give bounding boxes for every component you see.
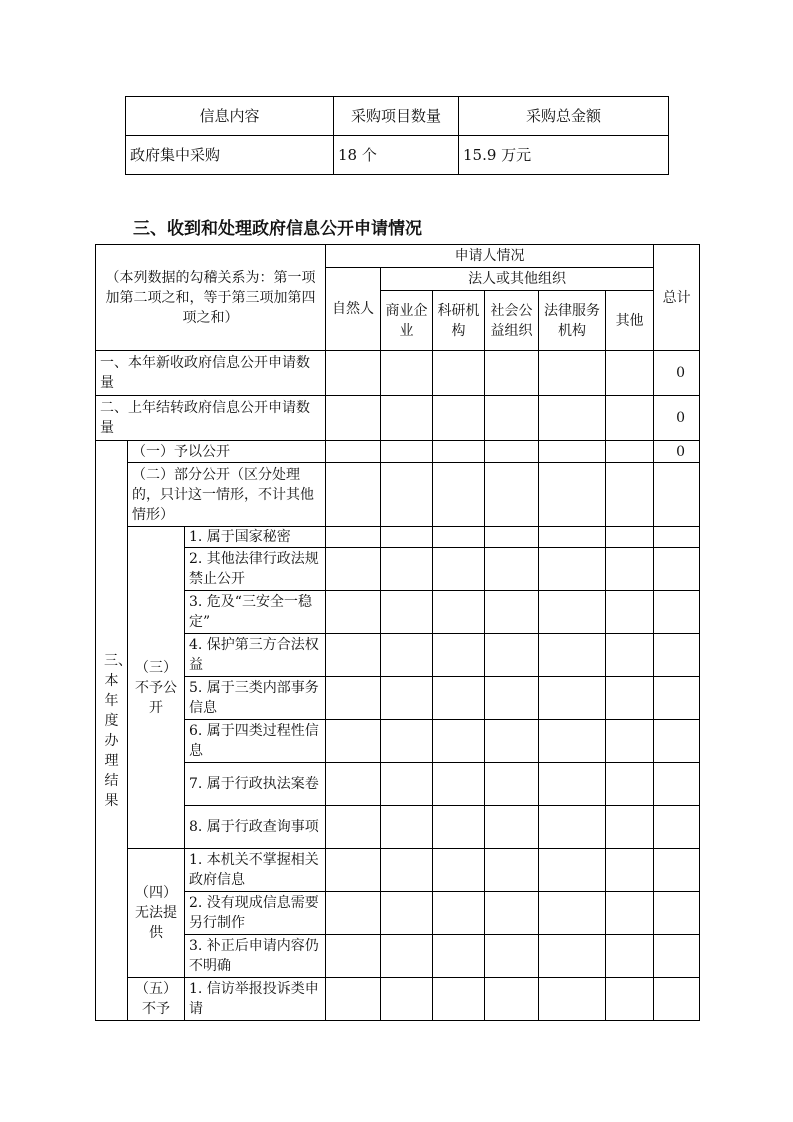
row-label: 4. 保护第三方合法权益: [185, 634, 326, 677]
col-business: 商业企业: [381, 291, 433, 351]
cell-info-content: 政府集中采购: [126, 136, 334, 175]
table-row: [96, 396, 700, 441]
row-label: 3. 危及“三安全一稳定”: [185, 591, 326, 634]
corner-note: （本列数据的勾稽关系为：第一项加第二项之和，等于第三项加第四项之和）: [96, 245, 326, 351]
table-row: [96, 548, 700, 591]
row-label: 1. 属于国家秘密: [185, 527, 326, 548]
col-public-welfare: 社会公益组织: [485, 291, 539, 351]
table-row: [96, 806, 700, 849]
row-label: （一）予以公开: [128, 441, 326, 463]
cell-total-amount: 15.9 万元: [459, 136, 669, 175]
row-label: 6. 属于四类过程性信息: [185, 720, 326, 763]
group-label: 三、本年度办理结果: [96, 441, 128, 1021]
table-row: [96, 351, 700, 396]
row-label: （二）部分公开（区分处理的，只计这一情形，不计其他情形）: [128, 463, 326, 527]
applicant-header: 申请人情况: [326, 245, 654, 268]
table-row: [96, 527, 700, 548]
table-row: [96, 849, 700, 892]
table-row: [96, 634, 700, 677]
section-title: 三、收到和处理政府信息公开申请情况: [133, 219, 422, 239]
col-research: 科研机构: [433, 291, 485, 351]
row-label: 8. 属于行政查询事项: [185, 806, 326, 849]
procurement-table: [125, 96, 669, 175]
header-item-count: 采购项目数量: [334, 97, 459, 136]
disclosure-requests-table: [95, 244, 700, 1021]
row-label: 二、上年结转政府信息公开申请数量: [96, 396, 326, 441]
row-label: 一、本年新收政府信息公开申请数量: [96, 351, 326, 396]
table-row: [96, 892, 700, 935]
row-total: 0: [654, 396, 700, 441]
subgroup-label: （三）不予公开: [128, 527, 185, 849]
natural-person-header: 自然人: [326, 268, 381, 351]
row-label: 7. 属于行政执法案卷: [185, 763, 326, 806]
row-total: 0: [654, 441, 700, 463]
row-label: 1. 信访举报投诉类申请: [185, 978, 326, 1021]
procurement-header-row: [126, 97, 669, 136]
table-row: [96, 763, 700, 806]
table-row: [96, 720, 700, 763]
cell-item-count: 18 个: [334, 136, 459, 175]
table-row: [96, 935, 700, 978]
row-label: 3. 补正后申请内容仍不明确: [185, 935, 326, 978]
table-row: [96, 677, 700, 720]
col-legal-service: 法律服务机构: [539, 291, 606, 351]
col-other: 其他: [606, 291, 654, 351]
table-row: [96, 591, 700, 634]
total-header: 总计: [654, 245, 700, 351]
table-row: [96, 441, 700, 463]
row-total: 0: [654, 351, 700, 396]
row-label: 5. 属于三类内部事务信息: [185, 677, 326, 720]
table-row: [96, 978, 700, 1021]
procurement-data-row: [126, 136, 669, 175]
legal-group-header: 法人或其他组织: [381, 268, 654, 291]
row-label: 2. 没有现成信息需要另行制作: [185, 892, 326, 935]
table-row: [96, 463, 700, 527]
header-total-amount: 采购总金额: [459, 97, 669, 136]
header-info-content: 信息内容: [126, 97, 334, 136]
header-row-1: [96, 245, 700, 268]
row-label: 2. 其他法律行政法规禁止公开: [185, 548, 326, 591]
row-label: 1. 本机关不掌握相关政府信息: [185, 849, 326, 892]
subgroup-label: （四）无法提供: [128, 849, 185, 978]
subgroup-label: （五）不予: [128, 978, 185, 1021]
